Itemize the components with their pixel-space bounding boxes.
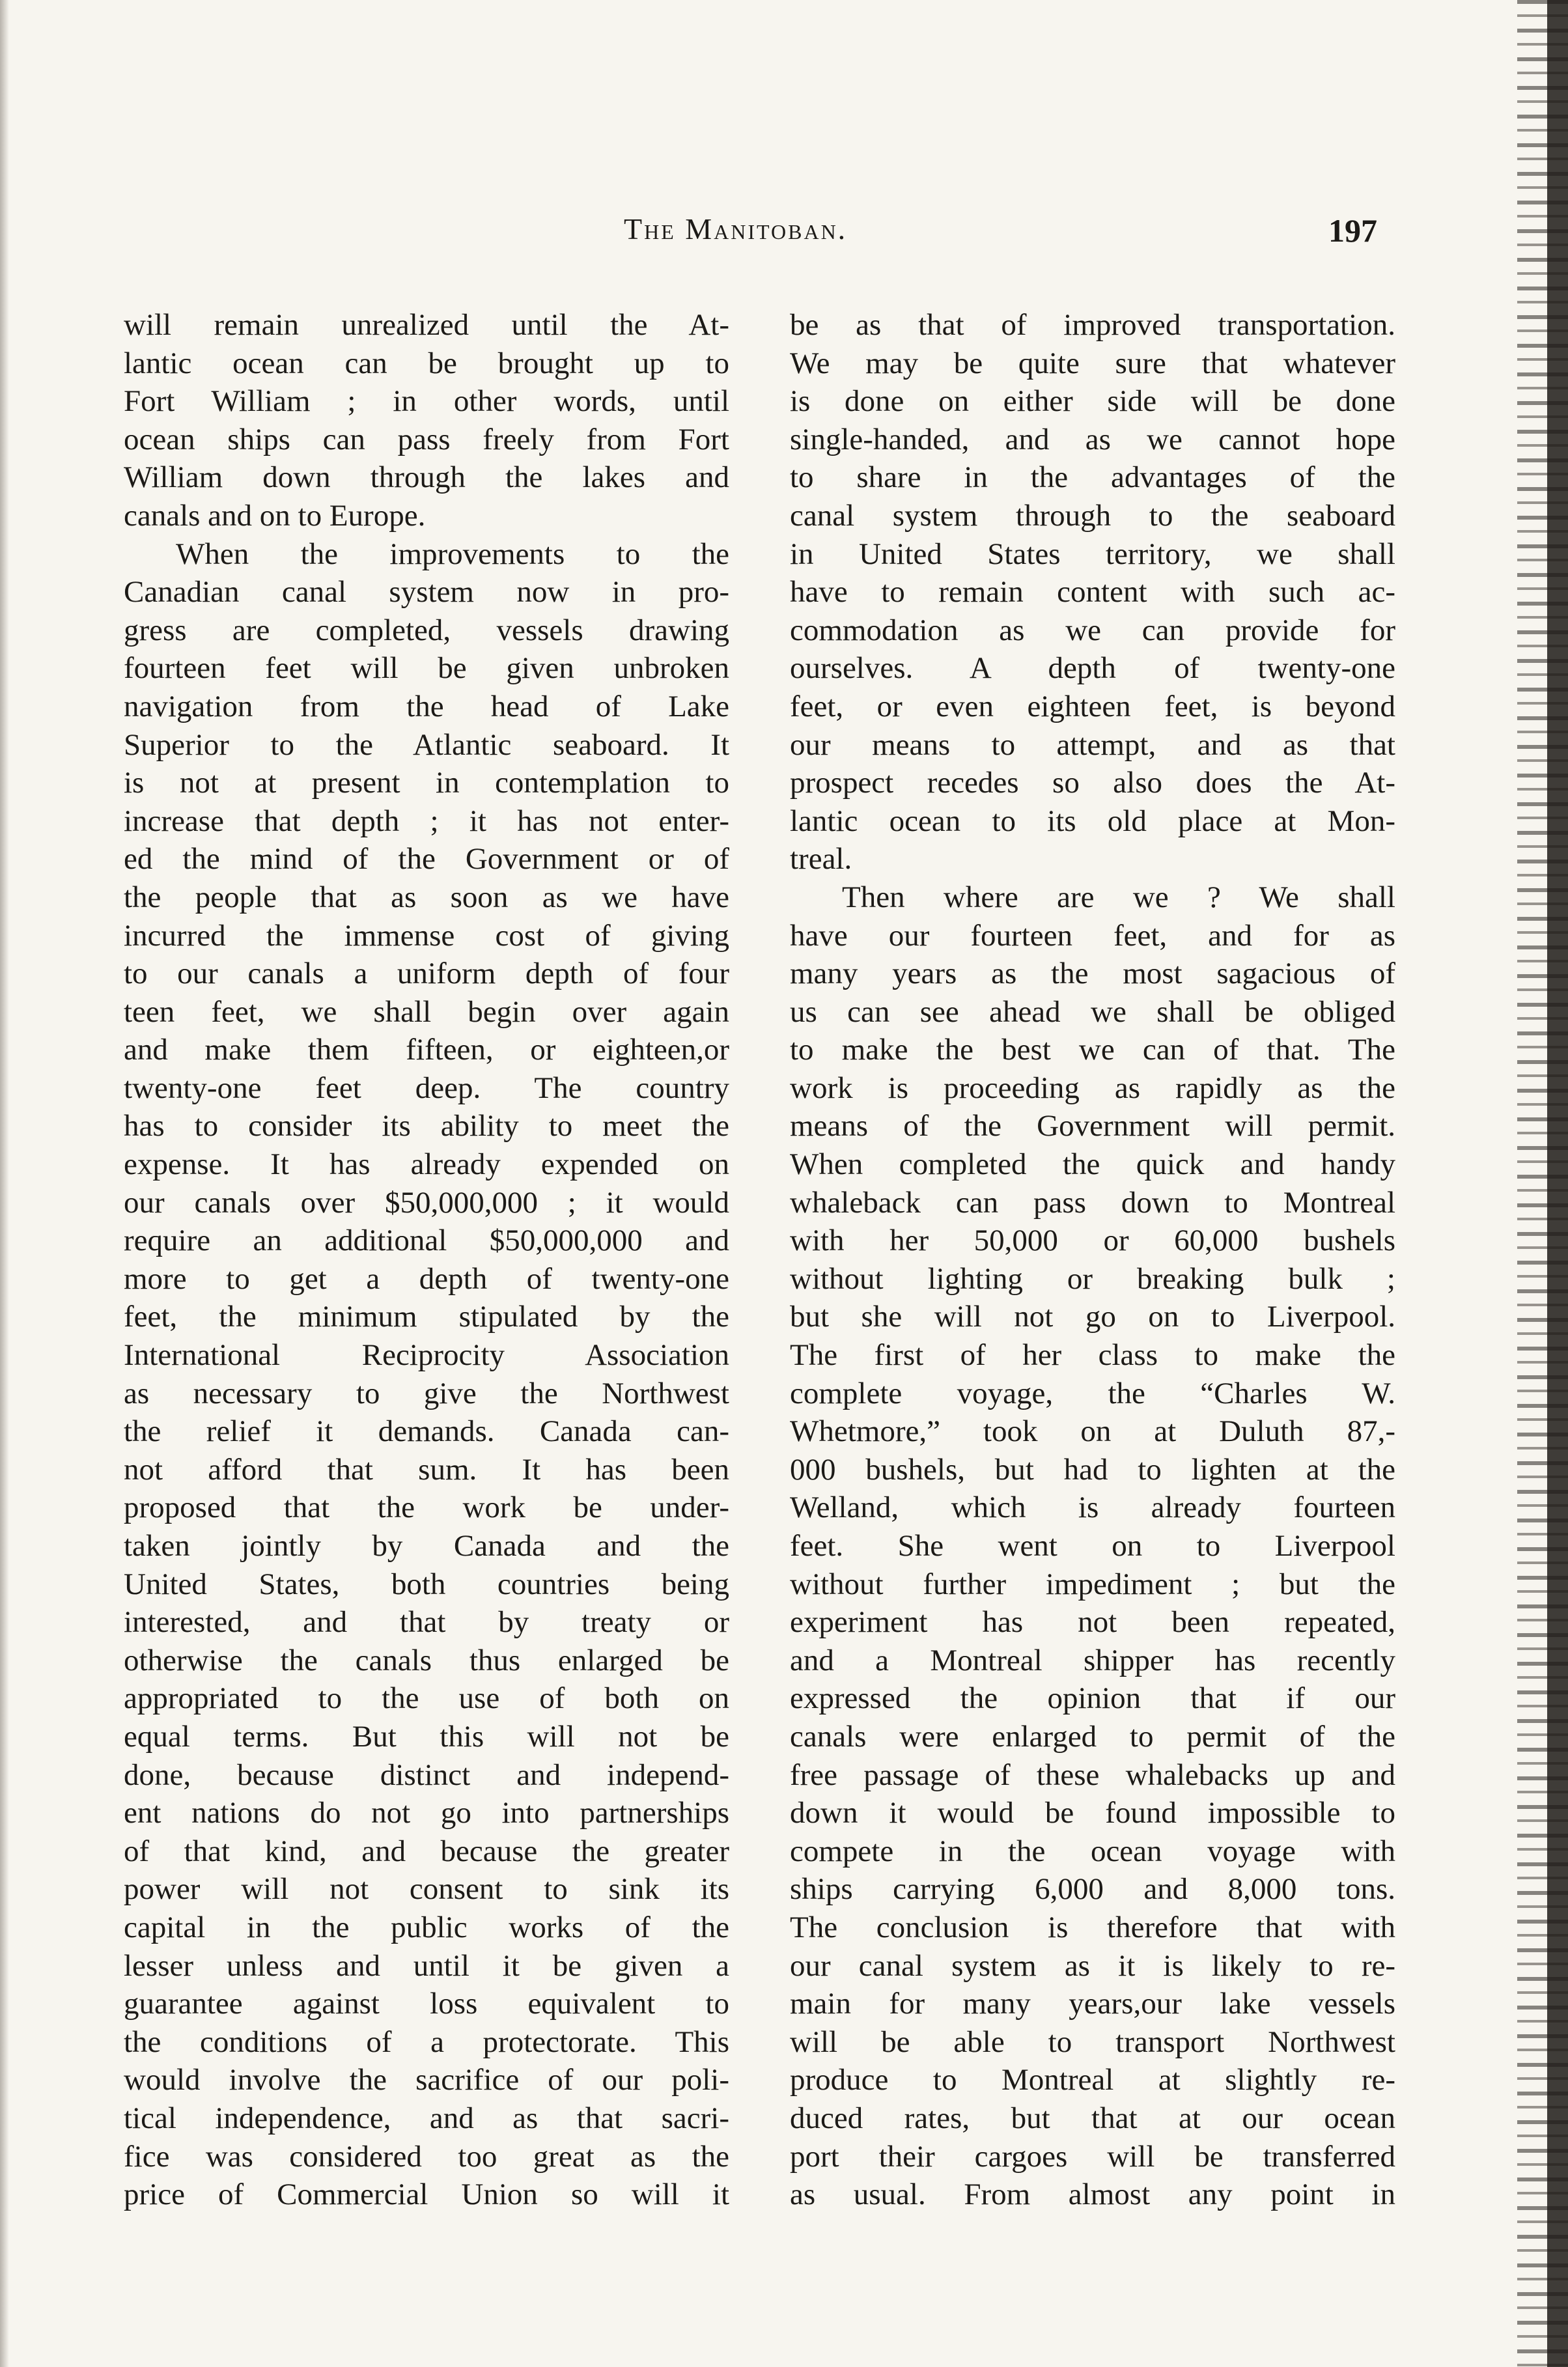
text-line: ocean ships can pass freely from Fort [124,422,729,456]
page-header [0,212,1568,257]
text-line: with her 50,000 or 60,000 bushels [790,1224,1395,1258]
text-line: complete voyage, the “Charles W. [790,1376,1395,1410]
text-line: has to consider its ability to meet the [124,1109,729,1143]
text-line: fourteen feet will be given unbroken [124,651,729,686]
text-line: the people that as soon as we have [124,880,729,914]
text-line: free passage of these whalebacks up and [790,1758,1395,1792]
text-line: taken jointly by Canada and the [124,1529,729,1563]
text-line: Welland, which is already fourteen [790,1491,1395,1525]
right-column [790,306,1395,2214]
text-line: twenty-one feet deep. The country [124,1071,729,1105]
text-line: as necessary to give the Northwest [124,1376,729,1410]
text-line: will be able to transport Northwest [790,2024,1395,2059]
running-head: The Manitoban. [624,212,848,245]
text-line: interested, and that by treaty or [124,1605,729,1640]
text-line: to share in the advantages of the [790,460,1395,495]
text-line: power will not consent to sink its [124,1872,729,1907]
page-number: 197 [1328,212,1377,249]
text-line: ed the mind of the Government or of [124,842,729,876]
text-line: duced rates, but that at our ocean [790,2101,1395,2135]
text-line: compete in the ocean voyage with [790,1834,1395,1868]
text-line: without lighting or breaking bulk ; [790,1261,1395,1296]
text-line: many years as the most sagacious of [790,957,1395,991]
text-line: International Reciprocity Association [124,1338,729,1373]
text-line: canals and on to Europe. [124,498,426,533]
text-line: our canal system as it is likely to re- [790,1948,1395,1983]
text-line: The first of her class to make the [790,1338,1395,1373]
text-line: gress are completed, vessels drawing [124,613,729,647]
text-line: experiment has not been repeated, [790,1605,1395,1640]
text-line: When the improvements to the [176,537,729,571]
text-line: means of the Government will permit. [790,1109,1395,1143]
text-line: prospect recedes so also does the At- [790,766,1395,800]
text-line: ships carrying 6,000 and 8,000 tons. [790,1872,1395,1907]
text-line: and make them fifteen, or eighteen,or [124,1033,729,1067]
text-line: the relief it demands. Canada can- [124,1414,729,1449]
text-line: but she will not go on to Liverpool. [790,1300,1395,1334]
text-line: and a Montreal shipper has recently [790,1643,1395,1677]
text-line: is done on either side will be done [790,384,1395,419]
text-line: whaleback can pass down to Montreal [790,1185,1395,1220]
text-line: expense. It has already expended on [124,1147,729,1182]
text-line: price of Commercial Union so will it [124,2178,729,2212]
text-line: Whetmore,” took on at Duluth 87,- [790,1414,1395,1449]
text-line: fice was considered too great as the [124,2139,729,2174]
text-line: United States, both countries being [124,1567,729,1601]
text-line: to make the best we can of that. The [790,1033,1395,1067]
text-line: tical independence, and as that sacri- [124,2101,729,2135]
text-line: Fort William ; in other words, until [124,384,729,419]
text-line: feet, or even eighteen feet, is beyond [790,689,1395,723]
text-line: appropriated to the use of both on [124,1681,729,1716]
text-line: to our canals a uniform depth of four [124,957,729,991]
text-line: lesser unless and until it be given a [124,1948,729,1983]
text-line: proposed that the work be under- [124,1491,729,1525]
text-line: commodation as we can provide for [790,613,1395,647]
text-line: guarantee against loss equivalent to [124,1987,729,2021]
left-column [124,306,729,2214]
text-line: incurred the immense cost of giving [124,918,729,953]
text-line: single-handed, and as we cannot hope [790,422,1395,456]
text-line: Superior to the Atlantic seaboard. It [124,727,729,762]
text-line: is not at present in contemplation to [124,766,729,800]
text-line: ourselves. A depth of twenty-one [790,651,1395,686]
text-line: will remain unrealized until the At- [124,308,729,342]
text-line: canals were enlarged to permit of the [790,1719,1395,1754]
text-line: William down through the lakes and [124,460,729,495]
text-line: capital in the public works of the [124,1910,729,1944]
text-line: teen feet, we shall begin over again [124,994,729,1029]
text-line: of that kind, and because the greater [124,1834,729,1868]
text-line: otherwise the canals thus enlarged be [124,1643,729,1677]
text-line: without further impediment ; but the [790,1567,1395,1601]
text-line: have to remain content with such ac- [790,575,1395,609]
text-line: more to get a depth of twenty-one [124,1261,729,1296]
text-line: 000 bushels, but had to lighten at the [790,1452,1395,1487]
text-line: equal terms. But this will not be [124,1719,729,1754]
text-line: in United States territory, we shall [790,537,1395,571]
page-right-edge [1547,0,1568,2367]
text-line: not afford that sum. It has been [124,1452,729,1487]
text-line: done, because distinct and independ- [124,1758,729,1792]
page-left-edge [0,0,9,2367]
text-line: our canals over $50,000,000 ; it would [124,1185,729,1220]
text-line: lantic ocean can be brought up to [124,346,729,380]
text-line: feet. She went on to Liverpool [790,1529,1395,1563]
text-line: would involve the sacrifice of our poli- [124,2063,729,2097]
text-line: The conclusion is therefore that with [790,1910,1395,1944]
text-line: expressed the opinion that if our [790,1681,1395,1716]
text-line: When completed the quick and handy [790,1147,1395,1182]
text-line: have our fourteen feet, and for as [790,918,1395,953]
text-line: Canadian canal system now in pro- [124,575,729,609]
text-line: produce to Montreal at slightly re- [790,2063,1395,2097]
text-line: ent nations do not go into partnerships [124,1796,729,1830]
text-line: lantic ocean to its old place at Mon- [790,804,1395,838]
text-line: port their cargoes will be transferred [790,2139,1395,2174]
text-line: our means to attempt, and as that [790,727,1395,762]
text-line: treal. [790,842,852,876]
text-line: increase that depth ; it has not enter- [124,804,729,838]
text-line: canal system through to the seaboard [790,498,1395,533]
text-line: We may be quite sure that whatever [790,346,1395,380]
text-line: main for many years,our lake vessels [790,1987,1395,2021]
text-line: be as that of improved transportation. [790,308,1395,342]
text-line: feet, the minimum stipulated by the [124,1300,729,1334]
text-line: require an additional $50,000,000 and [124,1224,729,1258]
text-line: us can see ahead we shall be obliged [790,994,1395,1029]
text-line: Then where are we ? We shall [842,880,1395,914]
text-line: down it would be found impossible to [790,1796,1395,1830]
text-line: the conditions of a protectorate. This [124,2024,729,2059]
text-line: navigation from the head of Lake [124,689,729,723]
text-line: work is proceeding as rapidly as the [790,1071,1395,1105]
text-line: as usual. From almost any point in [790,2178,1395,2212]
